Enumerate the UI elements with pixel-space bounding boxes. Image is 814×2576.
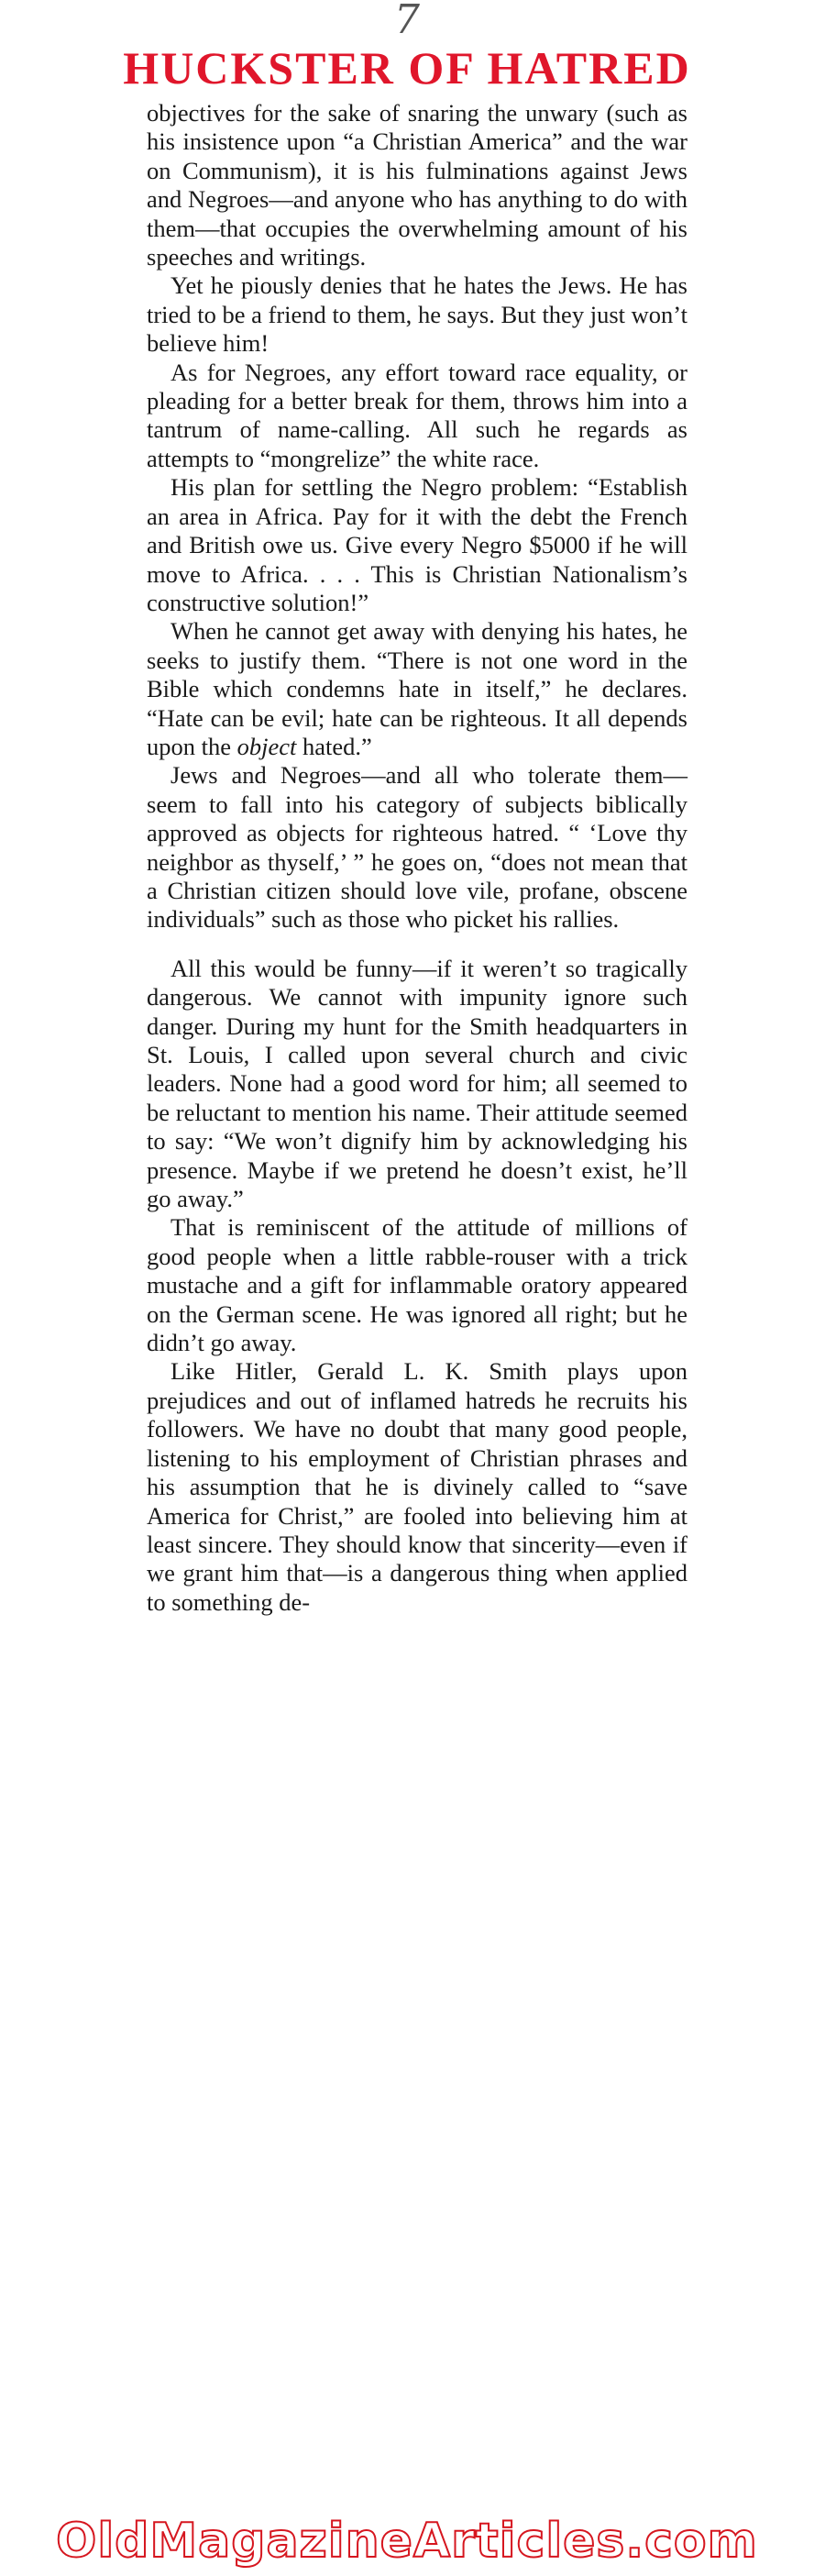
- paragraph-7: All this would be funny—if it weren’t so tragically dangerous. We cannot with impunity ignore such danger. During my hunt for the Smith headquarters in St. Louis, I called upon several church and civic leaders. None had a good word for him; all seemed to be reluctant to mention his name. Their attitude seemed to say: “We won’t dignify him by acknowledging his presence. Maybe if we pretend he doesn’t exist, he’ll go away.”: [147, 954, 688, 1213]
- emphasis-object: object: [236, 732, 297, 760]
- paragraph-3: As for Negroes, any effort toward race equality, or pleading for a better break for them, throws him into a tantrum of name-calling. All such he regards as attempts to “mongrelize” the white race.: [147, 358, 688, 472]
- article-headline: HUCKSTER OF HATRED: [123, 42, 691, 94]
- watermark-logo: OldMagazineArticles.com: [56, 2514, 758, 2569]
- article-body: [147, 99, 688, 1617]
- paragraph-4: His plan for settling the Negro problem: “Establish an area in Africa. Pay for it with the debt the French and British owe us. Give every Negro $5000 if he will move to Africa. . . . This is Christian Nationalism’s constructive solution!”: [147, 473, 688, 616]
- paragraph-2: Yet he piously denies that he hates the Jews. He has tried to be a friend to them, he says. But they just won’t believe him!: [147, 271, 688, 358]
- paragraph-9: Like Hitler, Gerald L. K. Smith plays upon prejudices and out of inflamed hatreds he recruits his followers. We have no doubt that many good people, listening to his employment of Christian phrases and his assumption that he is divinely called to “save America for Christ,” are fooled into believing him at least sincere. They should know that sincerity—even if we grant him that—is a dangerous thing when applied to something de-: [147, 1357, 688, 1616]
- paragraph-5: [147, 617, 688, 761]
- paragraph-5-text: When he cannot get away with denying his hates, he seeks to justify them. “There is not one word in the Bible which condemns hate in itself,” he declares. “Hate can be evil; hate can be righteous. It all depends upon the: [147, 617, 688, 760]
- page-number: 7: [394, 0, 420, 43]
- paragraph-8: That is reminiscent of the attitude of millions of good people when a little rabble-rouser with a trick mustache and a gift for inflammable oratory appeared on the German scene. He was ignored all right; but he didn’t go away.: [147, 1213, 688, 1357]
- paragraph-5-end: hated.”: [302, 732, 372, 760]
- paragraph-6: Jews and Negroes—and all who tolerate them—seem to fall into his category of subjects biblically approved as objects for righteous hatred. “ ‘Love thy neighbor as thyself,’ ” he goes on, “does not mean that a Christian citizen should love vile, profane, obscene individuals” such as those who picket his rallies.: [147, 761, 688, 934]
- paragraph-1: objectives for the sake of snaring the unwary (such as his insistence upon “a Christian America” and the war on Communism), it is his fulminations against Jews and Negroes—and anyone who has anything to do with them—that occupies the overwhelming amount of his speeches and writings.: [147, 99, 688, 271]
